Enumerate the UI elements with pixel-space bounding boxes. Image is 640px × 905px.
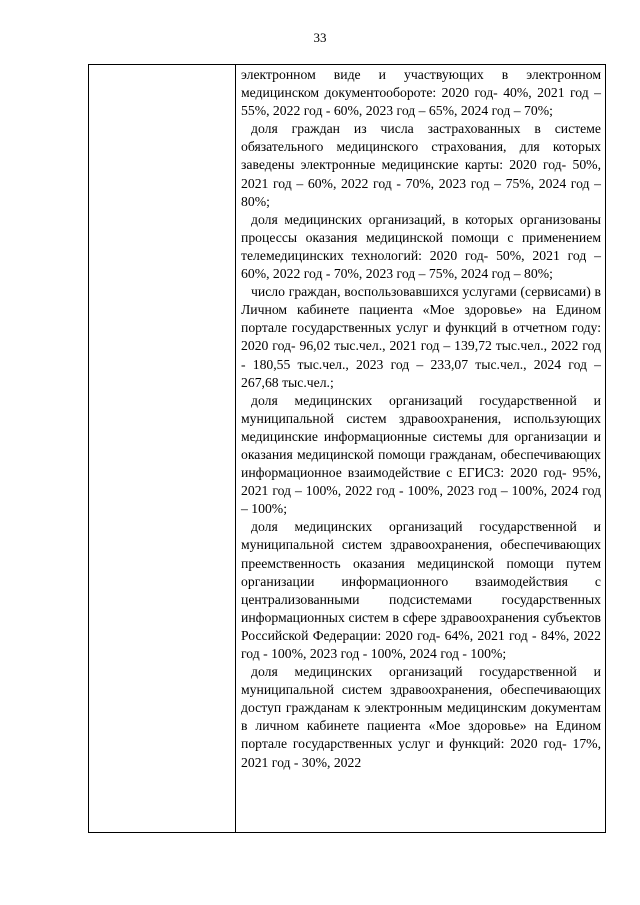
indicator-paragraph-patient-portal-users: число граждан, воспользовавшихся услугами (сервисами) в Личном кабинете пациента «Мое здоровье» на Едином портале государственных услуг и функций в отчетном году: 2020 год- 96,02 тыс.чел., 2021 год – 139,72 тыс.чел., 2022 год - 180,55 тыс.чел., 2023 год – 233,07 тыс.чел., 2024 год – 267,68 тыс.чел.; (241, 284, 601, 390)
indicator-paragraph-electronic-medical-records: доля граждан из числа застрахованных в системе обязательного медицинского страхования, для которых заведены электронные медицинские карты: 2020 год- 50%, 2021 год – 60%, 2022 год - 70%, 2023 год – 75%, 2024 год – 80%; (241, 121, 601, 209)
indicator-paragraph-telemedicine: доля медицинских организаций, в которых организованы процессы оказания медицинской помощи с применением телемедицинских технологий: 2020 год- 50%, 2021 год – 60%, 2022 год - 70%, 2023 год – 75%, 2024 год – 80%; (241, 211, 601, 282)
indicator-paragraph-patient-access-documents: доля медицинских организаций государственной и муниципальной систем здравоохранения, обеспечивающих доступ гражданам к электронным медицинским документам в личном кабинете пациента «Мое здоровье» на Едином портале государственных услуг и функций: 2020 год- 17%, 2021 год - 30%, 2022 (241, 664, 601, 770)
indicator-paragraph-egisz-interaction: доля медицинских организаций государственной и муниципальной систем здравоохранения, использующих медицинские информационные системы для организации и оказания медицинской помощи гражданам, обеспечивающих информационное взаимодействие с ЕГИСЗ: 2020 год- 95%, 2021 год – 100%, 2022 год - 100%, 2023 год – 100%, 2024 год – 100%; (241, 392, 601, 517)
table-left-cell (89, 65, 236, 832)
indicator-paragraph-continuity-of-care: доля медицинских организаций государственной и муниципальной систем здравоохранения, обеспечивающих преемственность оказания медицинской помощи путем организации информационного взаимодействия с централизованными подсистемами государственных информационных систем в сфере здравоохранения субъектов Российской Федерации: 2020 год- 64%, 2021 год - 84%, 2022 год - 100%, 2023 год - 100%, 2024 год - 100%; (241, 519, 601, 661)
indicator-paragraph-ehr-document-flow: электронном виде и участвующих в электронном медицинском документообороте: 2020 год- 40%, 2021 год – 55%, 2022 год - 60%, 2023 год – 65%, 2024 год – 70%; (241, 67, 601, 119)
table-right-cell (236, 65, 605, 832)
document-table (88, 64, 606, 833)
page-number: 33 (313, 30, 327, 45)
